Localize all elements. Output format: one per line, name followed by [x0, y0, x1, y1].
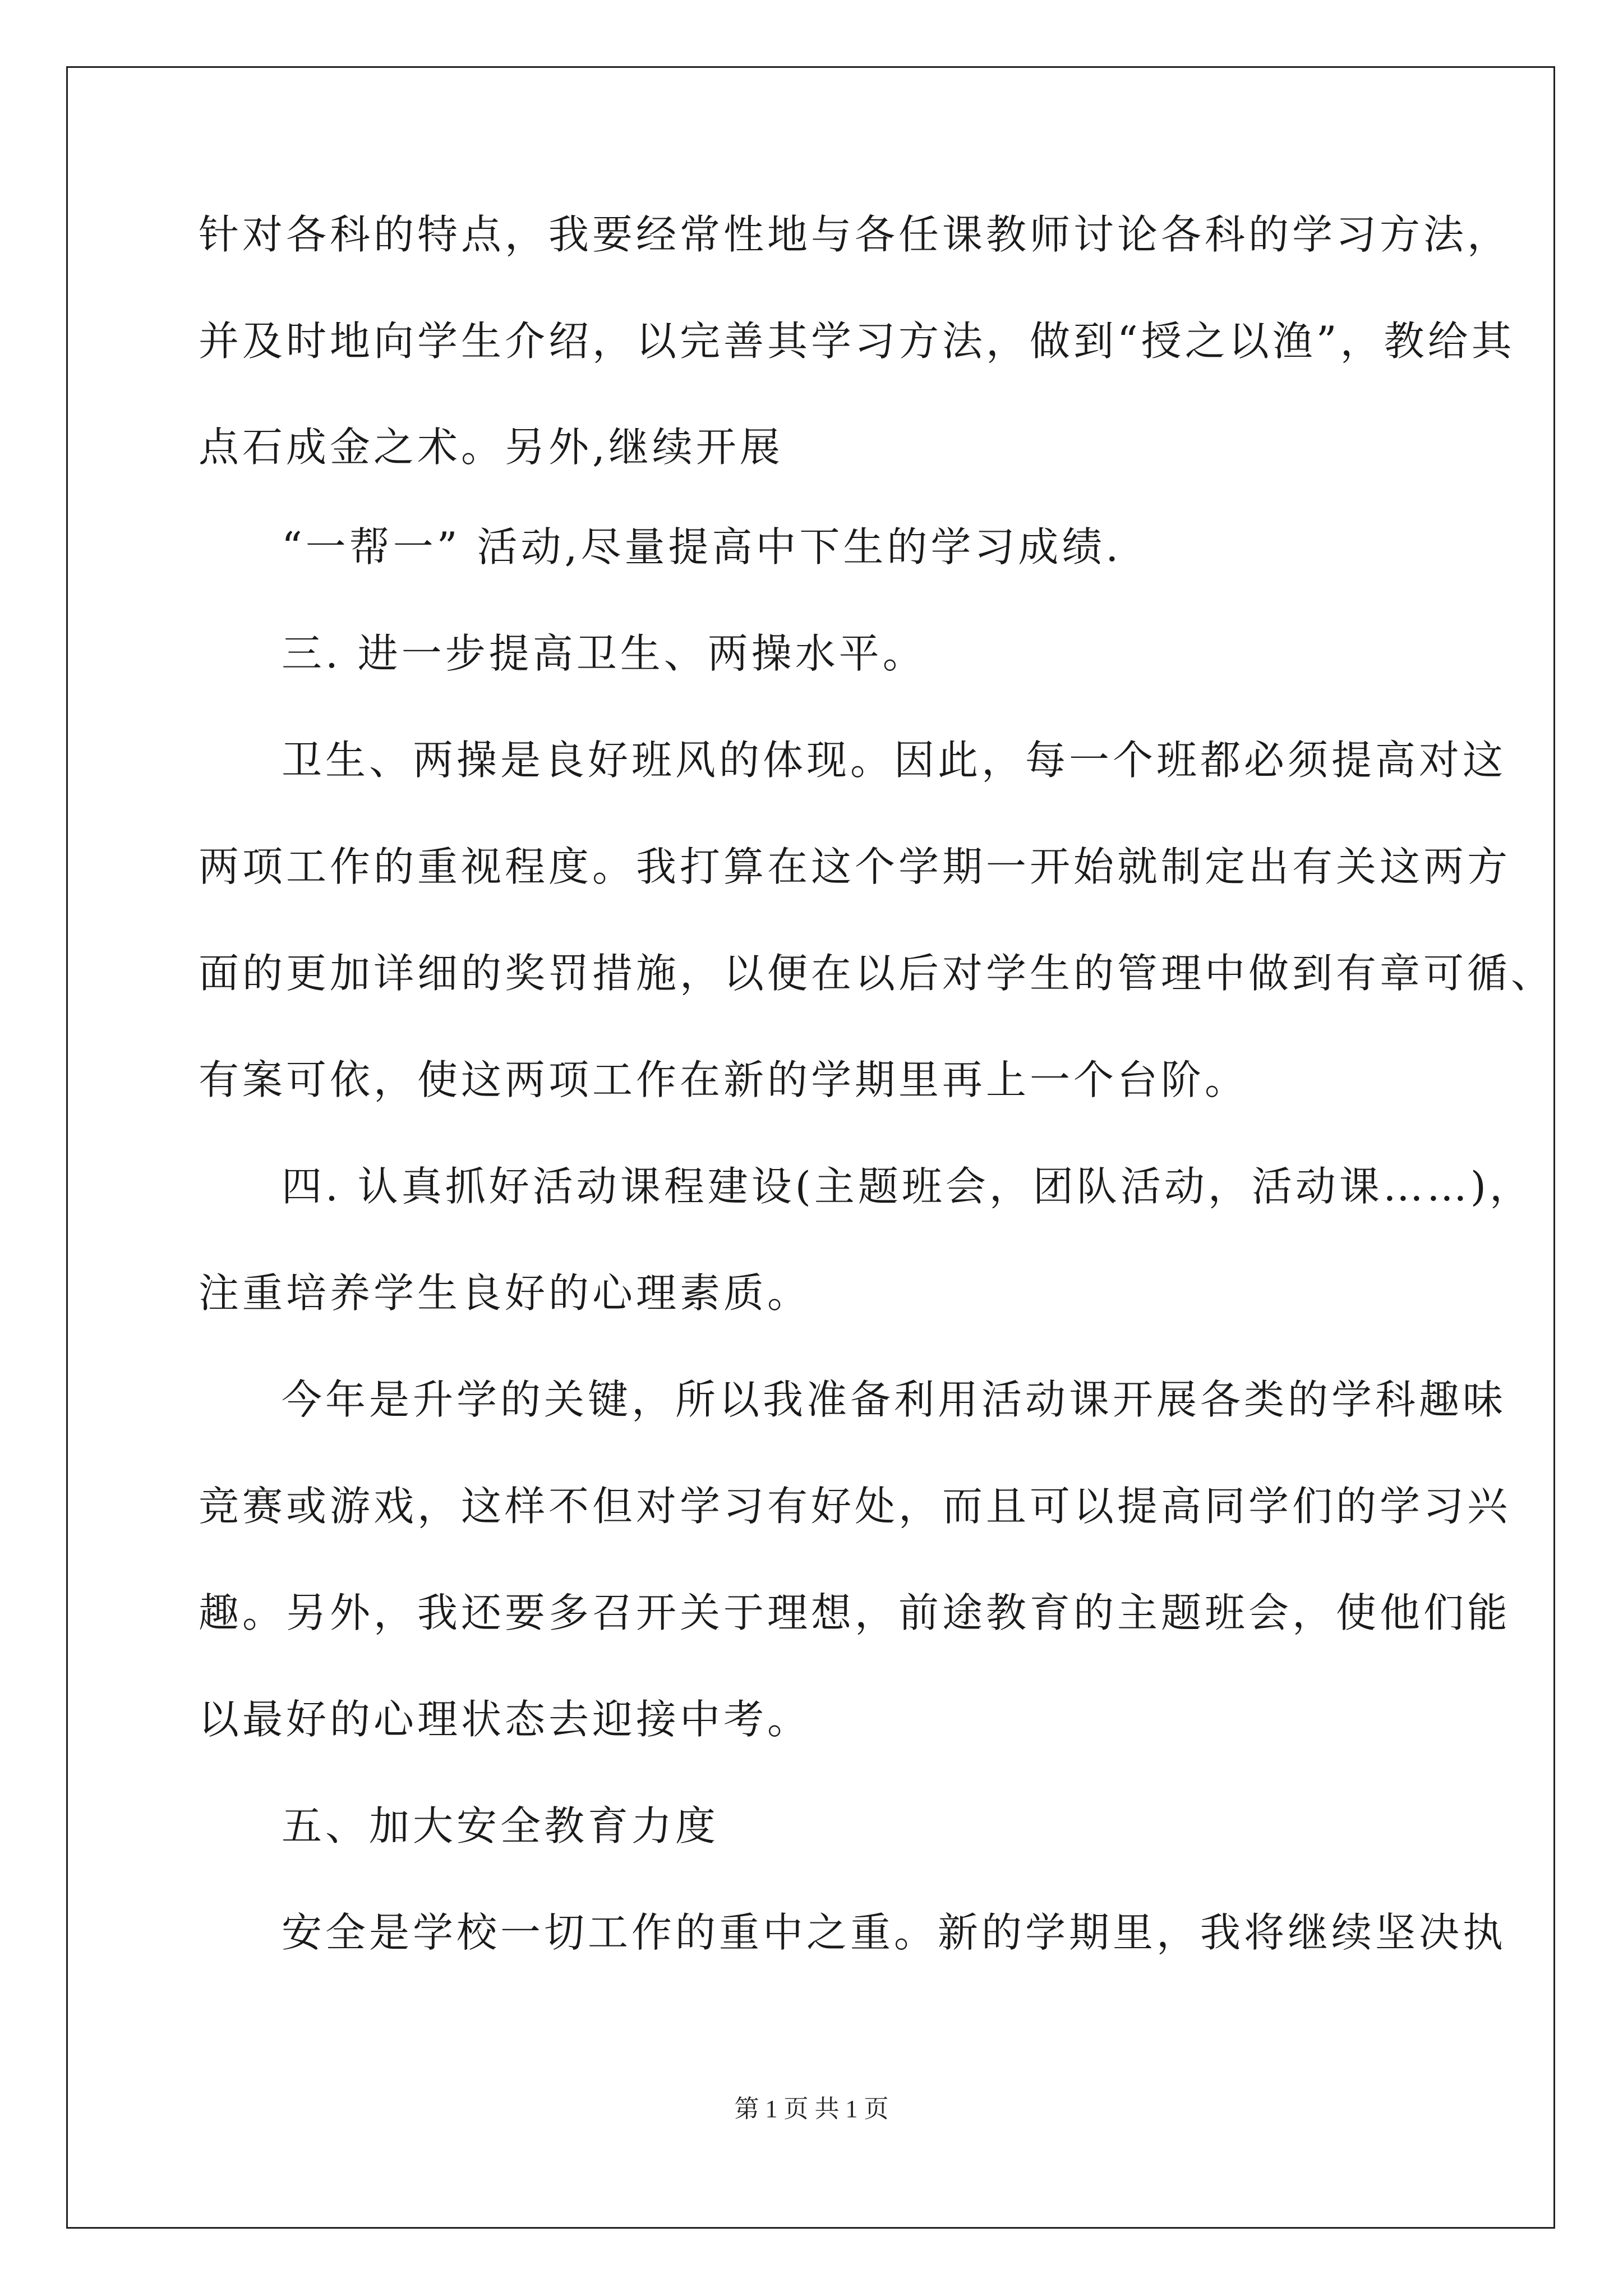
paragraph-line: 针对各科的特点，我要经常性地与各任课教师讨论各科的学习方法， [199, 211, 1511, 258]
page-border [66, 66, 1555, 2229]
paragraph-line: 今年是升学的关键，所以我准备利用活动课开展各类的学科趣味 [282, 1376, 1507, 1423]
paragraph-line: 两项工作的重视程度。我打算在这个学期一开始就制定出有关这两方 [199, 843, 1511, 890]
section-heading: 四. 认真抓好活动课程建设(主题班会，团队活动，活动课……)， [282, 1163, 1533, 1210]
paragraph-line: 并及时地向学生介绍，以完善其学习方法，做到“授之以渔”，教给其 [199, 318, 1515, 365]
paragraph-line: 以最好的心理状态去迎接中考。 [199, 1696, 811, 1743]
paragraph-line: “一帮一” 活动,尽量提高中下生的学习成绩. [282, 523, 1122, 570]
section-heading: 三. 进一步提高卫生、两操水平。 [282, 630, 926, 677]
paragraph-line: 注重培养学生良好的心理素质。 [199, 1269, 811, 1317]
page-number-footer: 第 1 页 共 1 页 [734, 2095, 889, 2123]
paragraph-line: 点石成金之术。另外,继续开展 [199, 424, 783, 471]
paragraph-line: 有案可依，使这两项工作在新的学期里再上一个台阶。 [199, 1056, 1249, 1103]
paragraph-line: 竞赛或游戏，这样不但对学习有好处，而且可以提高同学们的学习兴 [199, 1483, 1511, 1530]
paragraph-line: 卫生、两操是良好班风的体现。因此，每一个班都必须提高对这 [282, 737, 1507, 784]
paragraph-line: 面的更加详细的奖罚措施，以便在以后对学生的管理中做到有章可循、 [199, 950, 1555, 997]
paragraph-line: 趣。另外，我还要多召开关于理想，前途教育的主题班会，使他们能 [199, 1589, 1511, 1636]
section-heading: 五、加大安全教育力度 [282, 1802, 720, 1849]
paragraph-line: 安全是学校一切工作的重中之重。新的学期里，我将继续坚决执 [282, 1909, 1507, 1956]
